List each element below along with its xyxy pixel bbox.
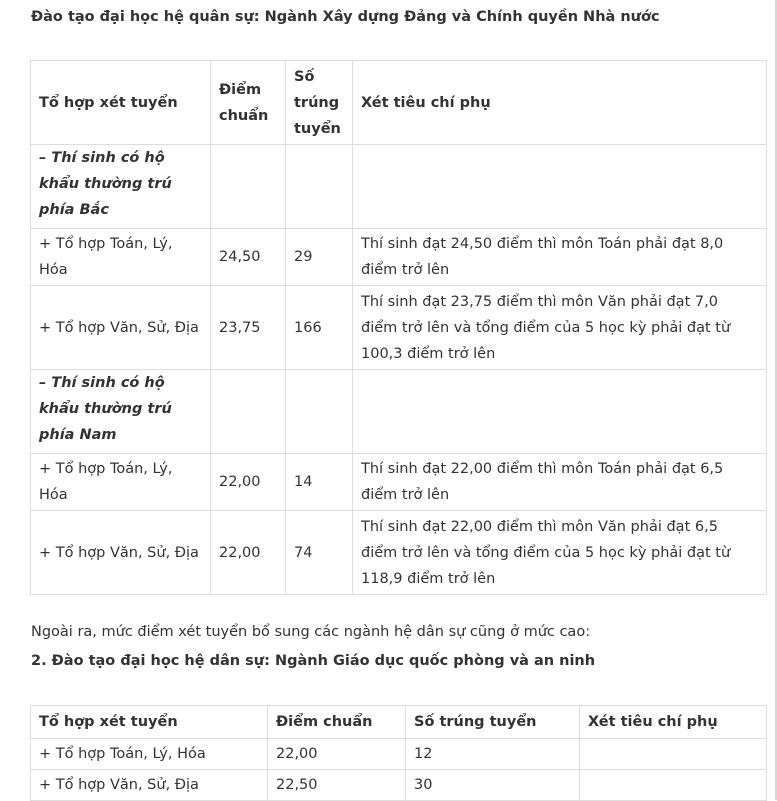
count-cell: 14 xyxy=(286,454,353,511)
table-row xyxy=(31,286,767,370)
section1-title: Đào tạo đại học hệ quân sự: Ngành Xây dựng Đảng và Chính quyền Nhà nước xyxy=(31,9,660,25)
table-header-row xyxy=(31,706,767,739)
score-cell: 22,00 xyxy=(211,511,286,595)
military-admission-table xyxy=(30,60,767,595)
score-cell: 22,00 xyxy=(268,739,406,770)
criteria-cell xyxy=(580,739,767,770)
combo-cell: + Tổ hợp Văn, Sử, Địa xyxy=(31,286,211,370)
header-criteria: Xét tiêu chí phụ xyxy=(353,61,767,145)
count-cell: 166 xyxy=(286,286,353,370)
score-cell: 24,50 xyxy=(211,229,286,286)
group-row-north xyxy=(31,145,767,229)
table-row xyxy=(31,739,767,770)
score-cell: 23,75 xyxy=(211,286,286,370)
count-cell: 12 xyxy=(406,739,580,770)
criteria-cell: Thí sinh đạt 23,75 điểm thì môn Văn phải đạt 7,0 điểm trở lên và tổng điểm của 5 học kỳ phải đạt từ 100,3 điểm trở lên xyxy=(353,286,767,370)
combo-cell: + Tổ hợp Toán, Lý, Hóa xyxy=(31,454,211,511)
empty-cell xyxy=(211,145,286,229)
table-row xyxy=(31,229,767,286)
score-cell: 22,50 xyxy=(268,770,406,801)
empty-cell xyxy=(211,370,286,454)
combo-cell: + Tổ hợp Văn, Sử, Địa xyxy=(31,511,211,595)
table-row xyxy=(31,770,767,801)
header-count: Số trúng tuyển xyxy=(286,61,353,145)
combo-cell: + Tổ hợp Toán, Lý, Hóa xyxy=(31,229,211,286)
header-combo: Tổ hợp xét tuyển xyxy=(31,706,268,739)
count-cell: 74 xyxy=(286,511,353,595)
score-cell: 22,00 xyxy=(211,454,286,511)
table-row xyxy=(31,454,767,511)
group-row-south xyxy=(31,370,767,454)
combo-cell: + Tổ hợp Văn, Sử, Địa xyxy=(31,770,268,801)
count-cell: 29 xyxy=(286,229,353,286)
table-header-row xyxy=(31,61,767,145)
empty-cell xyxy=(353,145,767,229)
combo-cell: + Tổ hợp Toán, Lý, Hóa xyxy=(31,739,268,770)
header-score: Điểm chuẩn xyxy=(268,706,406,739)
group-label: – Thí sinh có hộ khẩu thường trú phía Nam xyxy=(31,370,211,454)
civil-admission-table xyxy=(30,705,767,801)
header-criteria: Xét tiêu chí phụ xyxy=(580,706,767,739)
header-combo: Tổ hợp xét tuyển xyxy=(31,61,211,145)
header-score: Điểm chuẩn xyxy=(211,61,286,145)
note-text: Ngoài ra, mức điểm xét tuyển bổ sung các ngành hệ dân sự cũng ở mức cao: xyxy=(31,624,591,640)
count-cell: 30 xyxy=(406,770,580,801)
empty-cell xyxy=(286,370,353,454)
empty-cell xyxy=(353,370,767,454)
header-count: Số trúng tuyển xyxy=(406,706,580,739)
group-label: – Thí sinh có hộ khẩu thường trú phía Bắc xyxy=(31,145,211,229)
section2-title: 2. Đào tạo đại học hệ dân sự: Ngành Giáo dục quốc phòng và an ninh xyxy=(31,653,596,669)
criteria-cell: Thí sinh đạt 22,00 điểm thì môn Văn phải đạt 6,5 điểm trở lên và tổng điểm của 5 học kỳ phải đạt từ 118,9 điểm trở lên xyxy=(353,511,767,595)
criteria-cell: Thí sinh đạt 24,50 điểm thì môn Toán phải đạt 8,0 điểm trở lên xyxy=(353,229,767,286)
criteria-cell xyxy=(580,770,767,801)
table-row xyxy=(31,511,767,595)
empty-cell xyxy=(286,145,353,229)
criteria-cell: Thí sinh đạt 22,00 điểm thì môn Toán phải đạt 6,5 điểm trở lên xyxy=(353,454,767,511)
